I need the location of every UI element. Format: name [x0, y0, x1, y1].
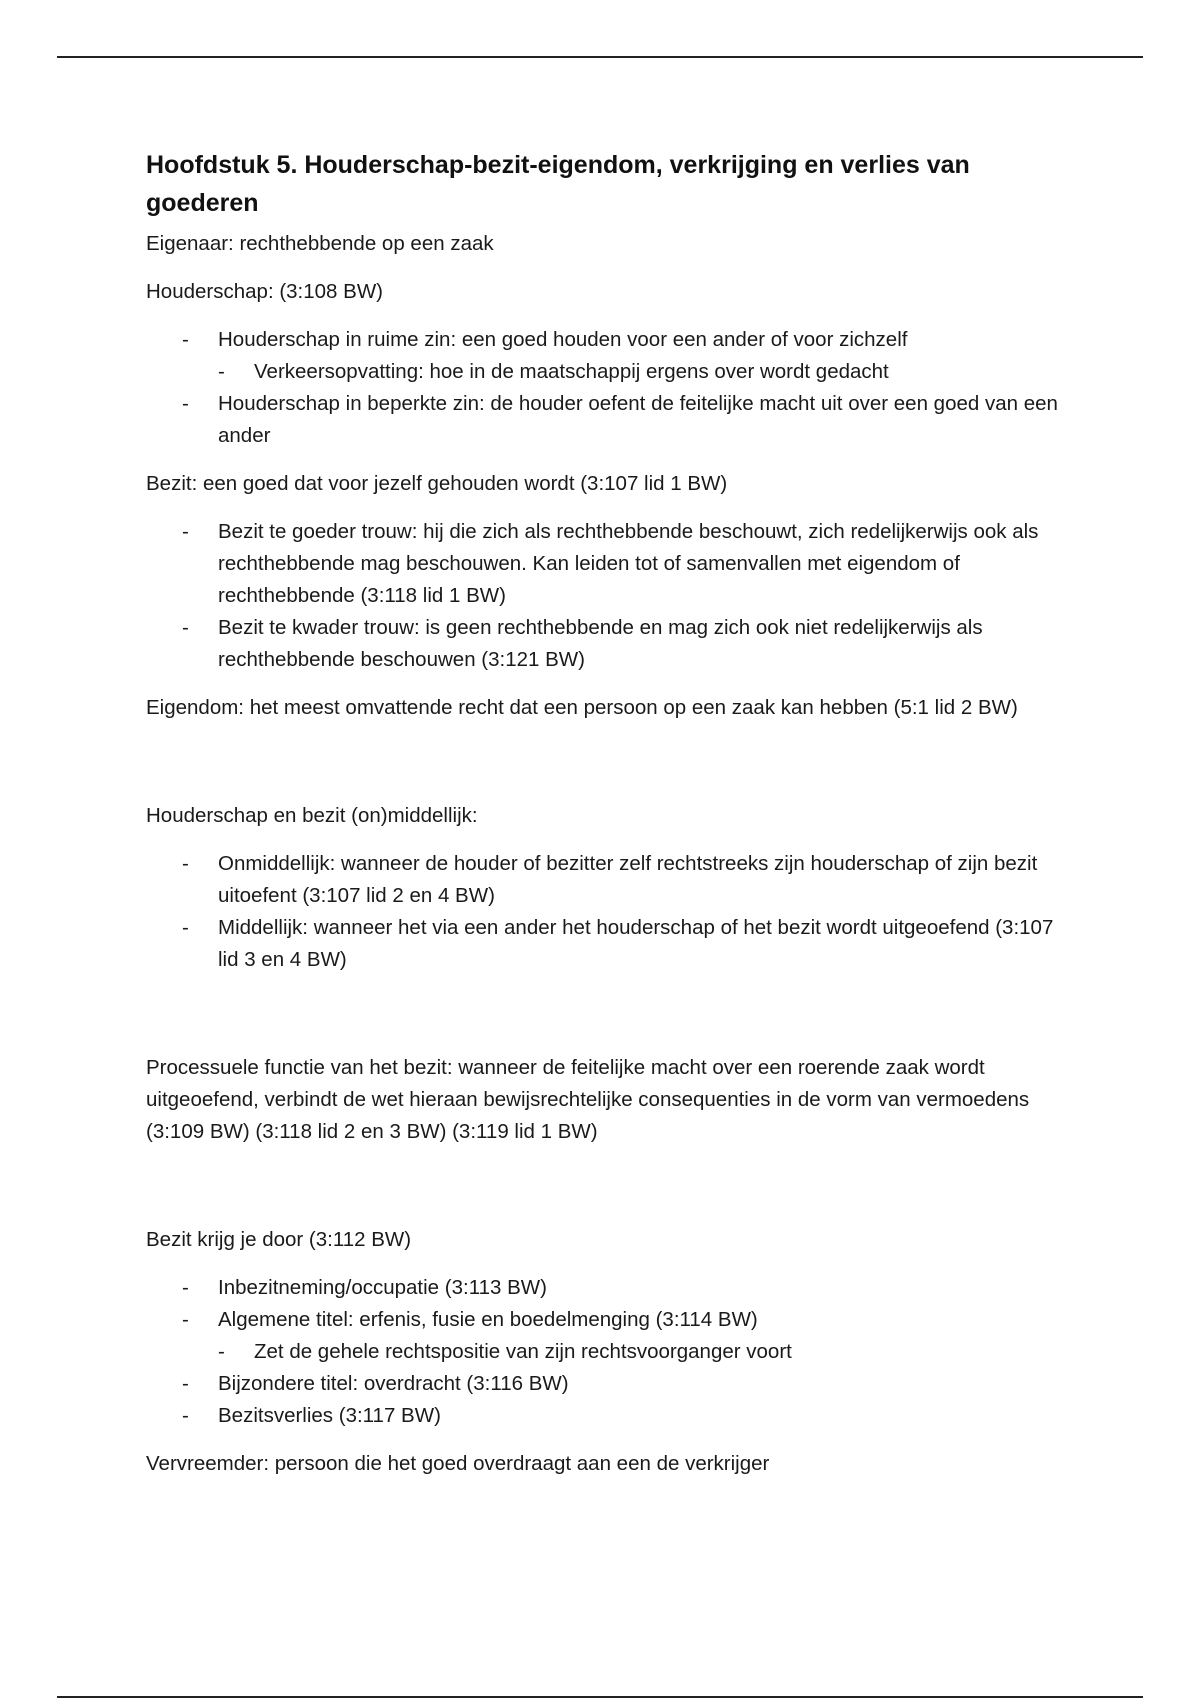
paragraph-eigendom: Eigendom: het meest omvattende recht dat een persoon op een zaak kan hebben (5:1 lid 2 BW)	[146, 696, 1018, 719]
footer-rule	[57, 1696, 1143, 1698]
spacer	[146, 992, 1066, 1052]
list-item	[146, 1304, 1066, 1368]
document-body	[146, 146, 1066, 1496]
list-item: - Middellijk: wanneer het via een ander het houderschap of het bezit wordt uitgeoefend (3:107 lid 3 en 4 BW)	[146, 912, 1066, 976]
paragraph-bezit: Bezit: een goed dat voor jezelf gehouden wordt (3:107 lid 1 BW)	[146, 472, 728, 495]
list-bezit	[146, 516, 1066, 676]
sub-list-item: - Zet de gehele rechtspositie van zijn rechtsvoorganger voort	[218, 1336, 1066, 1368]
sub-list	[218, 356, 1066, 388]
sub-list	[218, 1336, 1066, 1368]
list-item: - Houderschap in beperkte zin: de houder oefent de feitelijke macht uit over een goed van een ander	[146, 388, 1066, 452]
paragraph-vervreemder: Vervreemder: persoon die het goed overdraagt aan een de verkrijger	[146, 1452, 770, 1475]
list-krijg	[146, 1272, 1066, 1432]
sub-list-item: - Verkeersopvatting: hoe in de maatschappij ergens over wordt gedacht	[218, 356, 1066, 388]
spacer	[146, 1164, 1066, 1224]
list-item: - Onmiddellijk: wanneer de houder of bezitter zelf rechtstreeks zijn houderschap of zijn bezit uitoefent (3:107 lid 2 en 4 BW)	[146, 848, 1066, 912]
list-middellijk	[146, 848, 1066, 976]
header-rule	[57, 56, 1143, 58]
paragraph-processuele: Processuele functie van het bezit: wanneer de feitelijke macht over een roerende zaak wordt uitgeoefend, verbindt de wet hieraan bewijsrechtelijke consequenties in de vorm van vermoedens (3:109 BW) (3:118 lid 2 en 3 BW) (3:119 lid 1 BW)	[146, 1056, 1030, 1143]
paragraph-houderschap: Houderschap: (3:108 BW)	[146, 280, 384, 303]
list-item: - Bezit te kwader trouw: is geen rechthebbende en mag zich ook niet redelijkerwijs als rechthebbende beschouwen (3:121 BW)	[146, 612, 1066, 676]
paragraph-krijg: Bezit krijg je door (3:112 BW)	[146, 1228, 412, 1251]
spacer	[146, 740, 1066, 800]
list-item-text: Algemene titel: erfenis, fusie en boedelmenging (3:114 BW)	[218, 1308, 758, 1331]
list-item: - Bezit te goeder trouw: hij die zich als rechthebbende beschouwt, zich redelijkerwijs ook als rechthebbende mag beschouwen. Kan leiden tot of samenvallen met eigendom of rechthebbende (3:118 lid 1 BW)	[146, 516, 1066, 612]
list-item-text: Houderschap in ruime zin: een goed houden voor een ander of voor zichzelf	[218, 328, 908, 351]
chapter-title: Hoofdstuk 5. Houderschap-bezit-eigendom, verkrijging en verlies van goederen	[146, 151, 970, 217]
paragraph-eigenaar: Eigenaar: rechthebbende op een zaak	[146, 232, 494, 255]
paragraph-middellijk: Houderschap en bezit (on)middellijk:	[146, 804, 478, 827]
list-item	[146, 324, 1066, 388]
list-houderschap	[146, 324, 1066, 452]
list-item: - Bezitsverlies (3:117 BW)	[146, 1400, 1066, 1432]
list-item: - Inbezitneming/occupatie (3:113 BW)	[146, 1272, 1066, 1304]
list-item: - Bijzondere titel: overdracht (3:116 BW)	[146, 1368, 1066, 1400]
